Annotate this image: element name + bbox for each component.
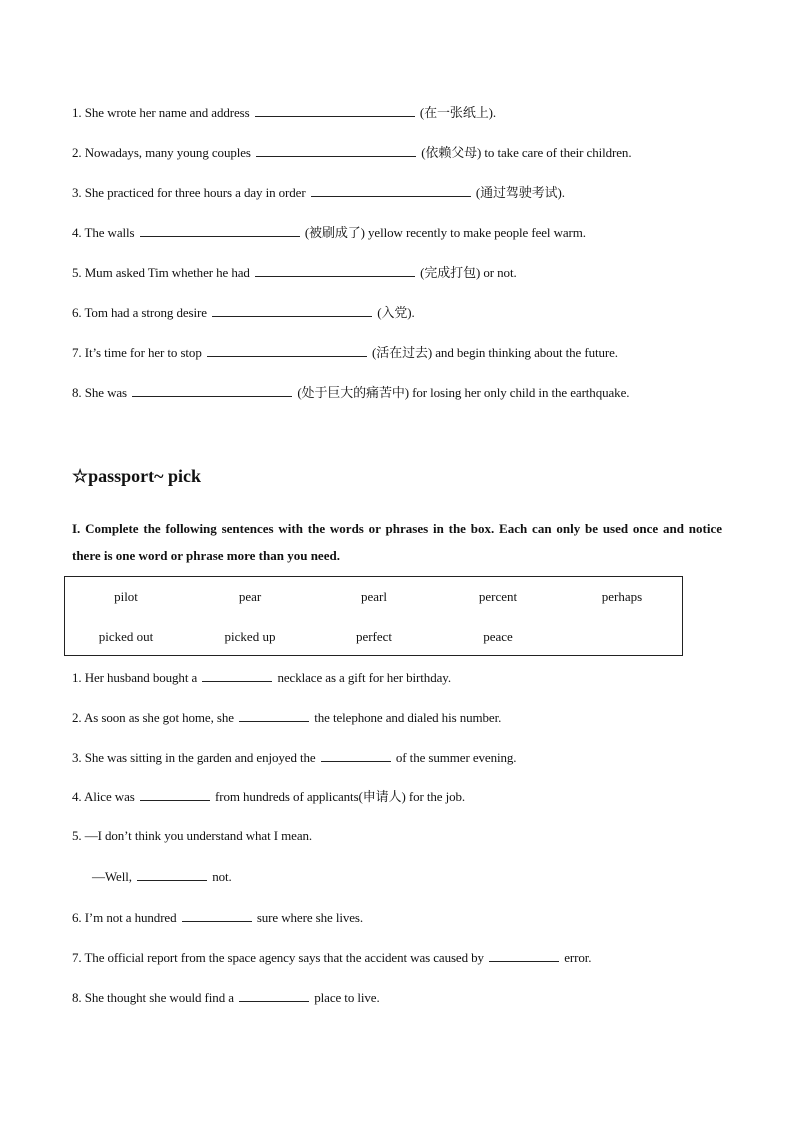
exercise-1: [72, 104, 496, 121]
q-text: 7. The official report from the space agency says that the accident was caused by: [72, 950, 484, 965]
q-text: —Well,: [92, 869, 132, 884]
word-option: pear: [238, 589, 262, 604]
exercise-7: [72, 344, 618, 361]
q-text: 5. —I don’t think you understand what I mean.: [72, 828, 313, 843]
word-option: picked up: [224, 629, 276, 644]
q-text-after: from hundreds of applicants(申请人) for the job.: [215, 789, 466, 804]
q-text-after: necklace as a gift for her birthday.: [277, 670, 451, 685]
ex-text: Tom had a strong desire: [84, 305, 207, 320]
answer-blank[interactable]: [239, 709, 309, 722]
ex-text: Nowadays, many young couples: [84, 145, 251, 160]
answer-blank[interactable]: [311, 184, 471, 197]
answer-blank[interactable]: [182, 909, 252, 922]
exercise-2: [72, 144, 631, 161]
answer-blank[interactable]: [255, 264, 415, 277]
q-text-after: the telephone and dialed his number.: [314, 710, 502, 725]
word-box: [64, 576, 683, 656]
word-option: pilot: [114, 589, 138, 604]
ex-number: 1.: [72, 105, 82, 120]
exercise-3: [72, 184, 565, 201]
question-4: [72, 788, 465, 805]
q-text: 2. As soon as she got home, she: [72, 710, 234, 725]
q-text: 8. She thought she would find a: [72, 990, 234, 1005]
answer-blank[interactable]: [255, 104, 415, 117]
ex-hint: (处于巨大的痛苦中): [297, 385, 409, 400]
answer-blank[interactable]: [321, 749, 391, 762]
ex-number: 3.: [72, 185, 82, 200]
q-text: 6. I’m not a hundred: [72, 910, 177, 925]
answer-blank[interactable]: [202, 669, 272, 682]
exercise-5: [72, 264, 517, 281]
question-6: [72, 909, 363, 926]
instruction-text: I. Complete the following sentences with the words or phrases in the box. Each can only be used once and notice there is one word or phrase more than you need.: [72, 521, 722, 563]
word-option: peace: [483, 629, 513, 644]
exercise-8: [72, 384, 629, 401]
ex-hint: (通过驾驶考试).: [475, 185, 565, 200]
ex-text: She practiced for three hours a day in order: [84, 185, 306, 200]
ex-text-after: to take care of their children.: [484, 145, 632, 160]
question-2: [72, 709, 501, 726]
question-7: [72, 949, 591, 966]
word-option: perfect: [355, 629, 393, 644]
answer-blank[interactable]: [207, 344, 367, 357]
ex-hint: (完成打包): [420, 265, 481, 280]
ex-number: 5.: [72, 265, 82, 280]
answer-blank[interactable]: [140, 224, 300, 237]
ex-hint: (入党).: [377, 305, 415, 320]
ex-hint: (活在过去): [372, 345, 433, 360]
question-5: [72, 828, 312, 844]
exercise-6: [72, 304, 415, 321]
word-option: percent: [478, 589, 518, 604]
q-text-after: not.: [212, 869, 232, 884]
q-text: 4. Alice was: [72, 789, 135, 804]
word-option: picked out: [98, 629, 154, 644]
ex-number: 2.: [72, 145, 82, 160]
ex-text-after: or not.: [483, 265, 517, 280]
ex-number: 8.: [72, 385, 82, 400]
ex-hint: (被刷成了): [304, 225, 365, 240]
ex-text-after: yellow recently to make people feel warm.: [368, 225, 586, 240]
ex-hint: (依赖父母): [421, 145, 482, 160]
ex-text: She wrote her name and address: [84, 105, 250, 120]
answer-blank[interactable]: [140, 788, 210, 801]
question-3: [72, 749, 516, 766]
section-title: ☆passport~ pick: [72, 466, 202, 486]
word-option: perhaps: [601, 589, 643, 604]
answer-blank[interactable]: [239, 989, 309, 1002]
ex-hint: (在一张纸上).: [419, 105, 496, 120]
answer-blank[interactable]: [132, 384, 292, 397]
ex-text: Mum asked Tim whether he had: [84, 265, 250, 280]
question-1: [72, 669, 451, 686]
question-8: [72, 989, 380, 1006]
ex-text-after: and begin thinking about the future.: [435, 345, 618, 360]
q-text-after: place to live.: [314, 990, 380, 1005]
answer-blank[interactable]: [212, 304, 372, 317]
ex-text: She was: [84, 385, 127, 400]
ex-number: 4.: [72, 225, 82, 240]
q-text: 3. She was sitting in the garden and enjoyed the: [72, 750, 316, 765]
ex-number: 6.: [72, 305, 82, 320]
answer-blank[interactable]: [489, 949, 559, 962]
q-text-after: sure where she lives.: [256, 910, 364, 925]
q-text-after: error.: [564, 950, 592, 965]
word-option: pearl: [361, 589, 387, 604]
ex-text: It’s time for her to stop: [84, 345, 202, 360]
ex-number: 7.: [72, 345, 82, 360]
answer-blank[interactable]: [137, 868, 207, 881]
q-text: 1. Her husband bought a: [72, 670, 198, 685]
ex-text-after: for losing her only child in the earthquake.: [412, 385, 630, 400]
question-5-reply: [92, 868, 232, 885]
answer-blank[interactable]: [256, 144, 416, 157]
exercise-4: [72, 224, 586, 241]
q-text-after: of the summer evening.: [395, 750, 517, 765]
ex-text: The walls: [84, 225, 135, 240]
